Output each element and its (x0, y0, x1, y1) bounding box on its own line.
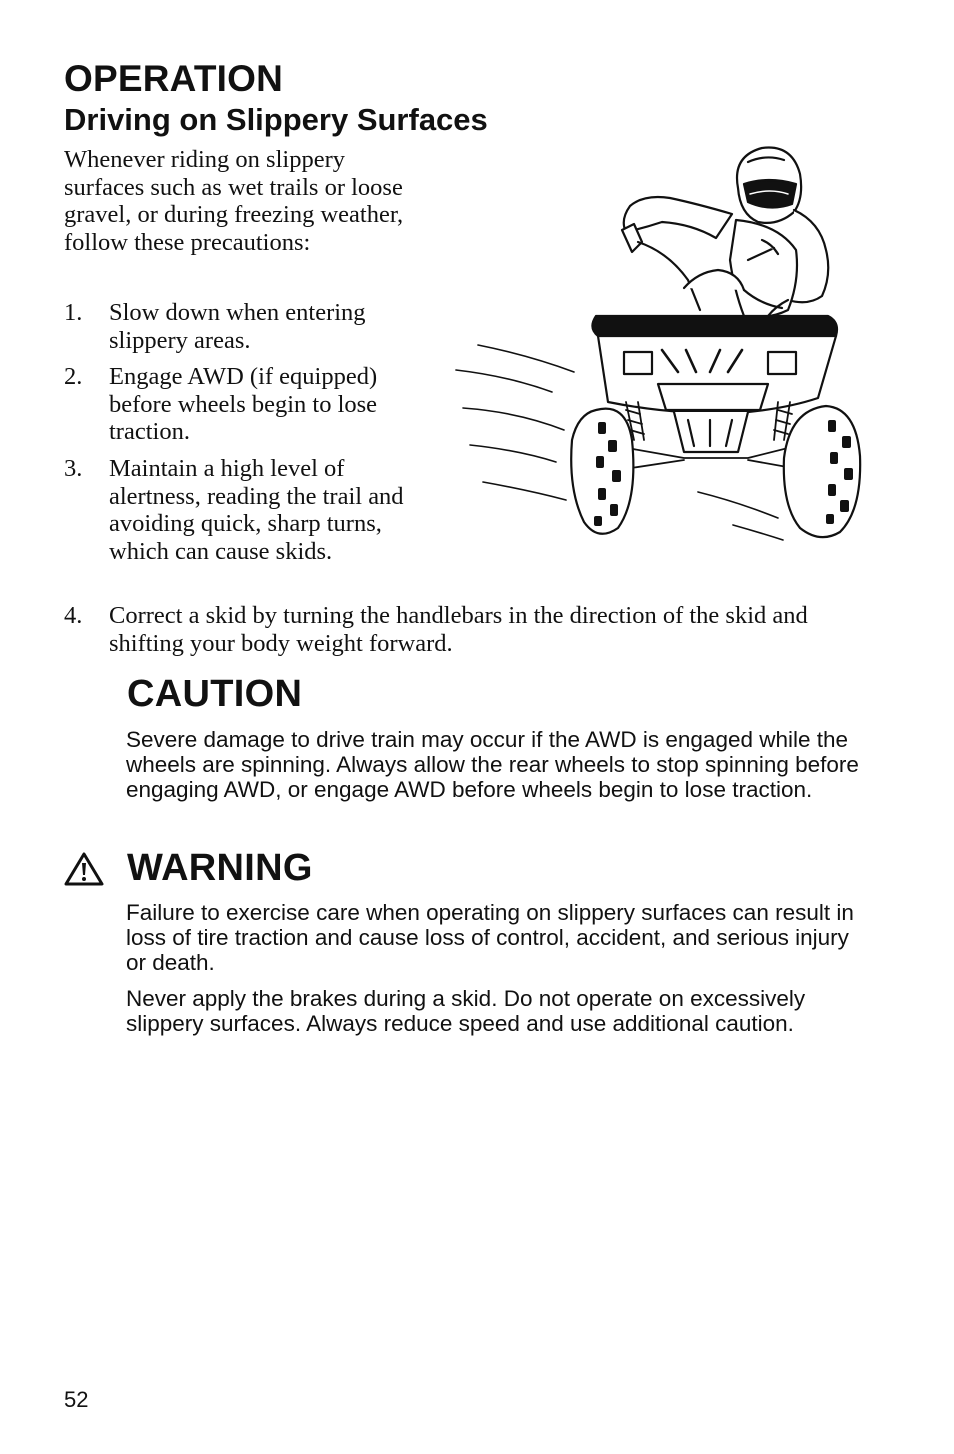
list-item-text: Maintain a high level of alertness, reading the trail and avoiding quick, sharp turns, which can cause skids. (109, 455, 404, 565)
caution-title: CAUTION (127, 673, 303, 715)
caution-text: Severe damage to drive train may occur if the AWD is engaged while the wheels are spinning. Always allow the rear wheels to stop spinning before engaging AWD, or engage AWD before wheels begin to lose traction. (126, 727, 859, 802)
list-item-number: 3. (64, 455, 83, 482)
warning-paragraph: Never apply the brakes during a skid. Do not operate on excessively slippery surfaces. Always reduce speed and use additional caution. (126, 986, 806, 1036)
list-item-number: 2. (64, 363, 83, 390)
rider-body (622, 197, 828, 317)
list-item (64, 363, 444, 447)
right-wheel (784, 406, 860, 537)
page-number: 52 (64, 1387, 89, 1412)
warning-triangle-icon (64, 852, 104, 886)
list-item (64, 602, 884, 658)
helmet (737, 148, 801, 223)
list-item-number: 4. (64, 602, 83, 629)
list-item (64, 299, 444, 355)
list-item-text: Correct a skid by turning the handlebars in the direction of the skid and shifting your body weight forward. (109, 602, 808, 657)
list-item (64, 455, 444, 595)
subsection-title: Driving on Slippery Surfaces (64, 102, 488, 137)
atv-rider-illustration (448, 140, 868, 550)
list-item-number: 1. (64, 299, 83, 326)
section-title: OPERATION (64, 58, 284, 99)
intro-paragraph: Whenever riding on slippery surfaces such as wet trails or loose gravel, or during freezing weather, follow these precautions: (64, 146, 404, 256)
warning-title: WARNING (127, 847, 313, 889)
list-item-text: Engage AWD (if equipped) before wheels begin to lose traction. (109, 363, 378, 445)
left-wheel (571, 409, 633, 534)
list-item-text: Slow down when entering slippery areas. (109, 299, 366, 354)
warning-paragraph: Failure to exercise care when operating on slippery surfaces can result in loss of tire traction and cause loss of control, accident, and serious injury or death. (126, 900, 854, 975)
